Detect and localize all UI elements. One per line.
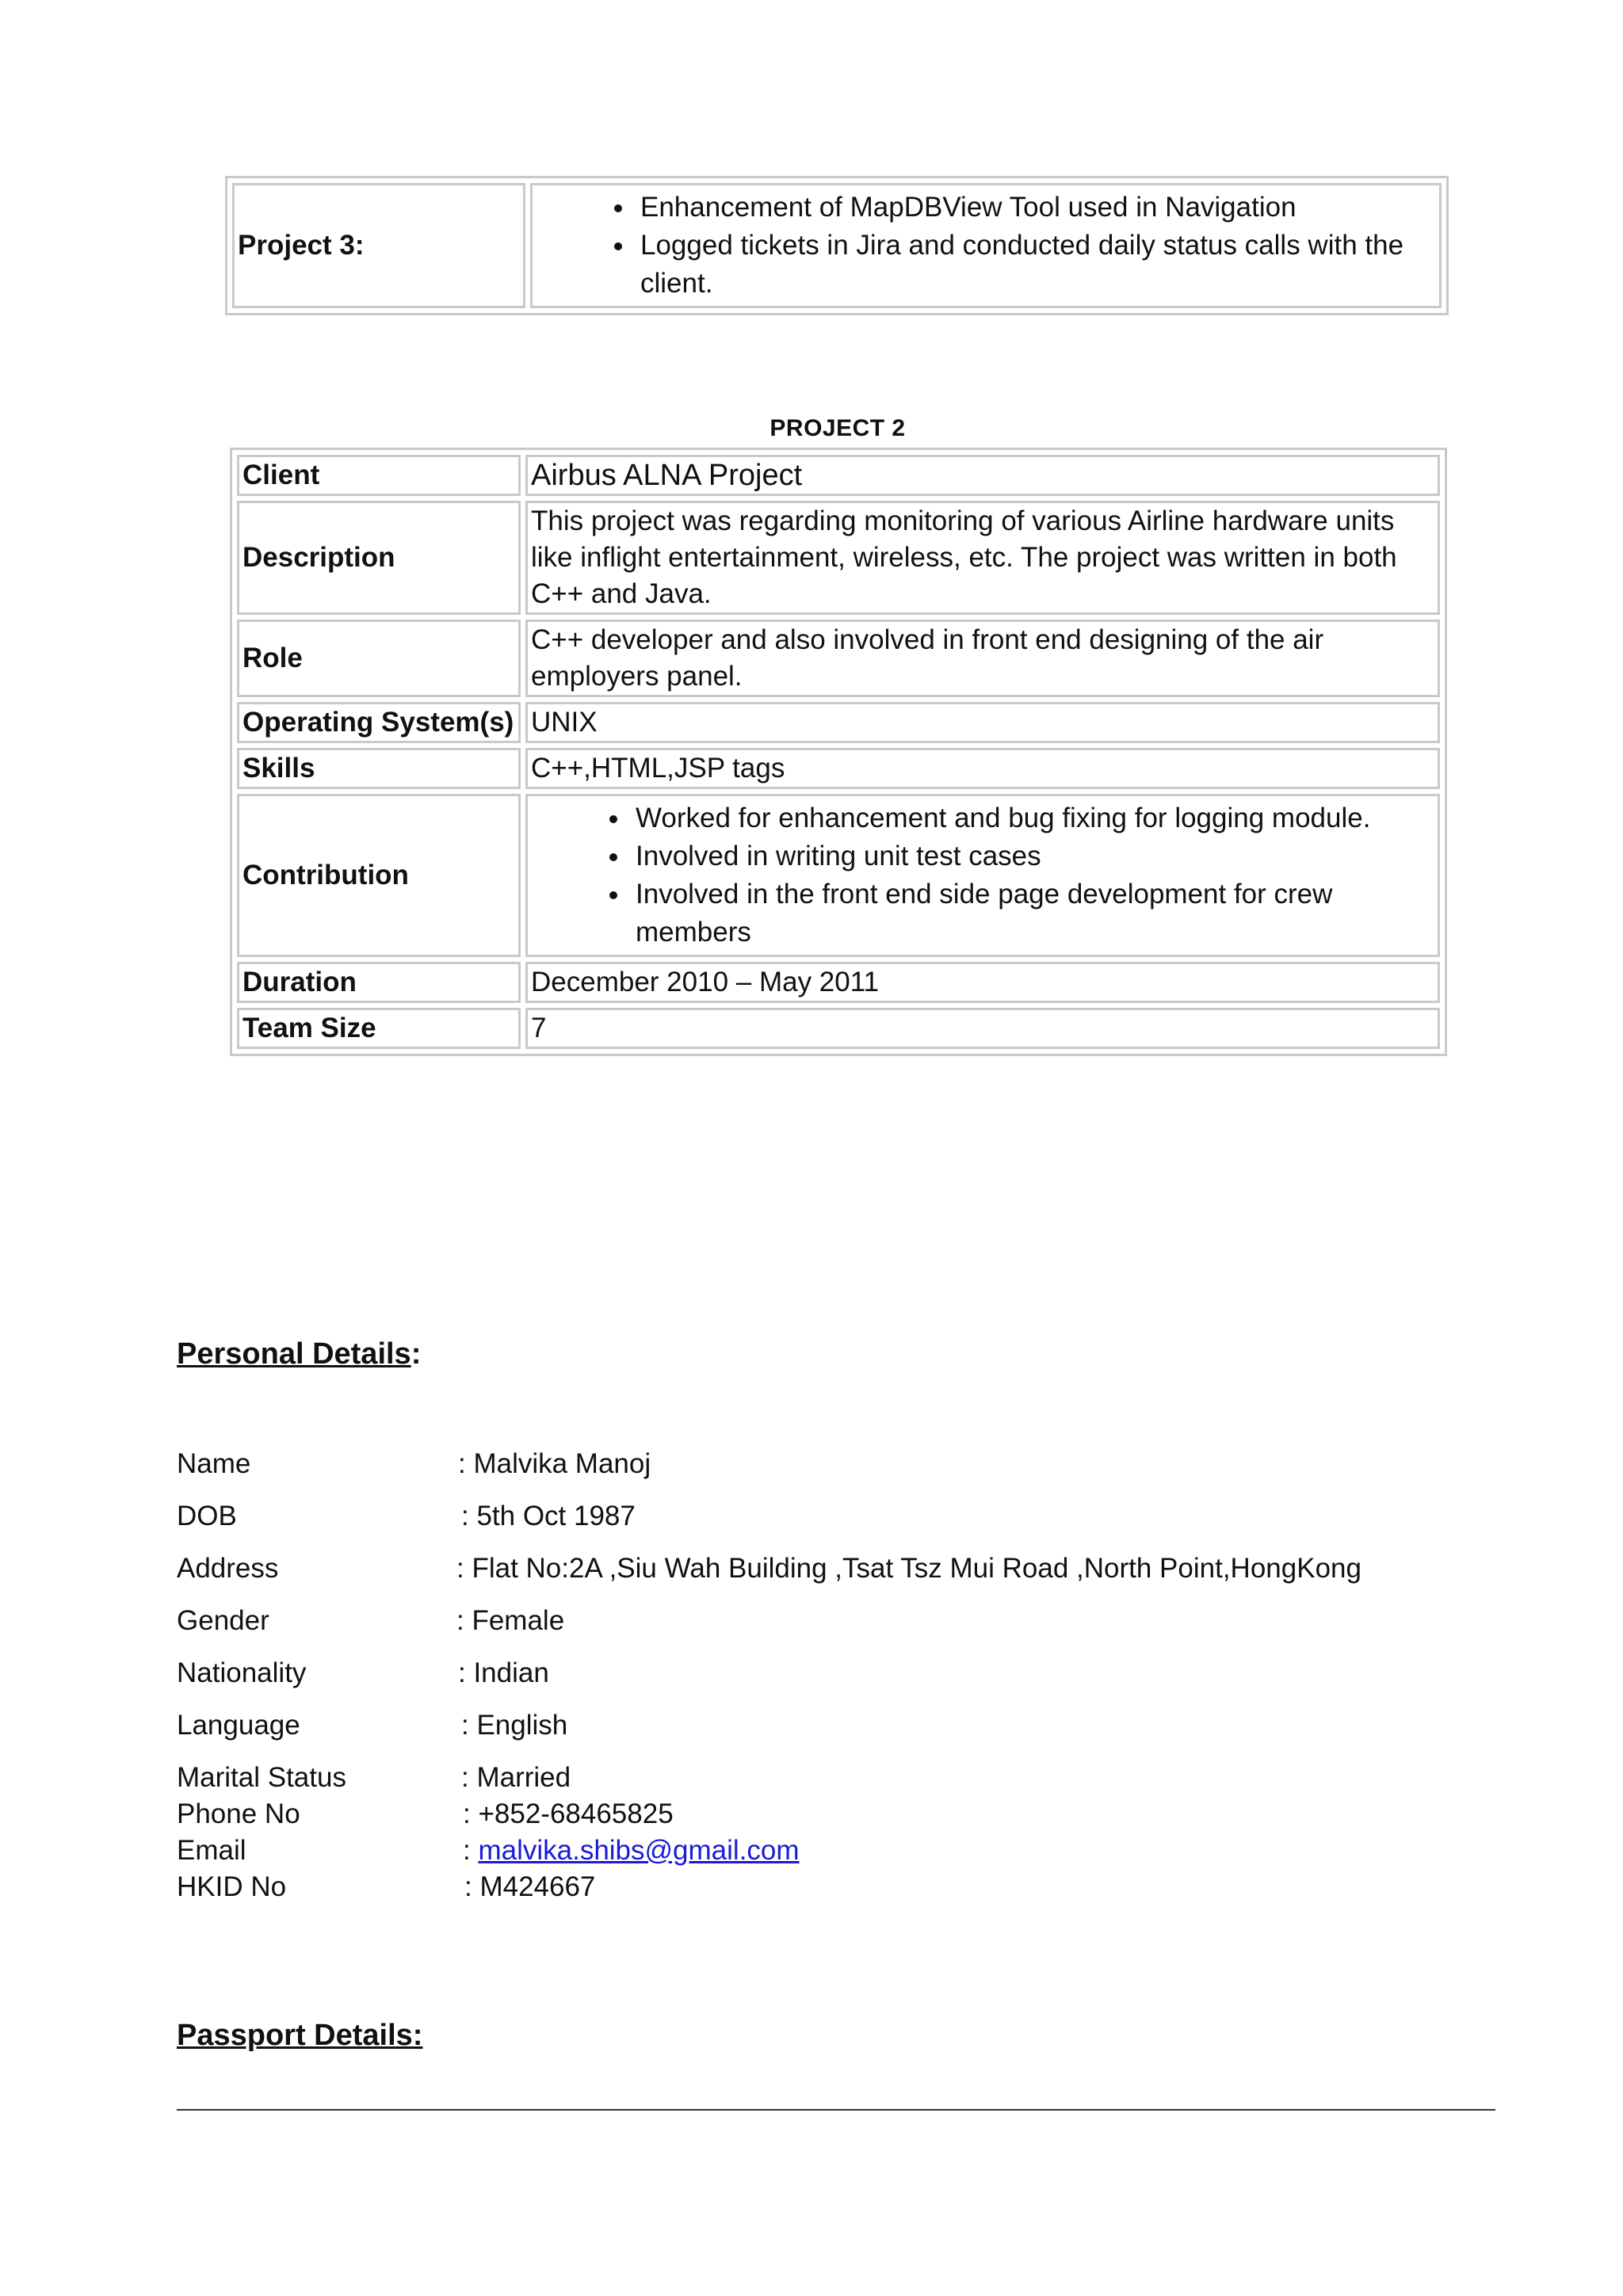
list-item: • Involved in writing unit test cases [631,837,1434,875]
project3-table [225,176,1449,315]
language-value: : English [461,1710,568,1741]
table-row [237,962,1440,1003]
name-value: : Malvika Manoj [458,1448,651,1479]
team-size-value: 7 [525,1008,1440,1049]
skills-value: C++,HTML,JSP tags [525,748,1440,789]
address-label: Address [177,1553,279,1584]
project3-row [232,183,1442,308]
language-label: Language [177,1710,300,1741]
marital-status-value: : Married [461,1762,571,1793]
description-value: This project was regarding monitoring of various Airline hardware units like inflight entertainment, wireless, etc. The project was written in both C++ and Java. [525,501,1440,615]
list-item: • Worked for enhancement and bug fixing for logging module. [631,799,1434,837]
role-value: C++ developer and also involved in front end designing of the air employers panel. [525,620,1440,697]
personal-details-heading-text: Personal Details [177,1337,411,1371]
project2-heading: PROJECT 2 [769,415,906,441]
role-label: Role [237,620,521,697]
table-row [237,794,1440,957]
name-label: Name [177,1448,251,1479]
nationality-label: Nationality [177,1657,307,1688]
email-link[interactable]: malvika.shibs@gmail.com [478,1835,800,1866]
personal-details-heading [177,1337,421,1371]
list-item: • Logged tickets in Jira and conducted daily status calls with the client. [636,227,1436,303]
table-row [237,702,1440,743]
hkid-label: HKID No [177,1871,287,1902]
personal-details-heading-colon: : [411,1337,422,1371]
email-value [463,1835,800,1867]
list-item: • Enhancement of MapDBView Tool used in Navigation [636,189,1436,227]
list-item: • Involved in the front end side page development for crew members [631,875,1434,952]
project3-label: Project 3: [232,183,525,308]
table-row [237,748,1440,789]
os-value: UNIX [525,702,1440,743]
description-label: Description [237,501,521,615]
duration-label: Duration [237,962,521,1003]
passport-details-heading [177,2019,422,2053]
passport-details-heading-text: Passport Details: [177,2019,423,2052]
gender-value: : Female [456,1605,565,1636]
gender-label: Gender [177,1605,269,1636]
os-label: Operating System(s) [237,702,521,743]
hkid-value: : M424667 [464,1871,596,1902]
contribution-label: Contribution [237,794,521,957]
address-value: : Flat No:2A ,Siu Wah Building ,Tsat Tsz Mui Road ,North Point,HongKong [456,1553,1361,1584]
client-value: Airbus ALNA Project [525,455,1440,496]
table-row [237,1008,1440,1049]
dob-value: : 5th Oct 1987 [461,1501,636,1531]
dob-label: DOB [177,1501,237,1531]
duration-value: December 2010 – May 2011 [525,962,1440,1003]
phone-label: Phone No [177,1798,300,1829]
email-prefix: : [463,1835,479,1866]
marital-status-label: Marital Status [177,1762,346,1793]
email-label: Email [177,1835,246,1866]
table-row [237,620,1440,697]
team-size-label: Team Size [237,1008,521,1049]
contribution-list [531,799,1434,952]
project3-items-cell [530,183,1442,308]
skills-label: Skills [237,748,521,789]
contribution-cell [525,794,1440,957]
client-label: Client [237,455,521,496]
table-row [237,455,1440,496]
phone-value: : +852-68465825 [463,1798,674,1829]
nationality-value: : Indian [458,1657,549,1688]
project3-list [536,189,1436,303]
horizontal-rule [177,2109,1495,2111]
table-row [237,501,1440,615]
project2-table [230,448,1447,1056]
